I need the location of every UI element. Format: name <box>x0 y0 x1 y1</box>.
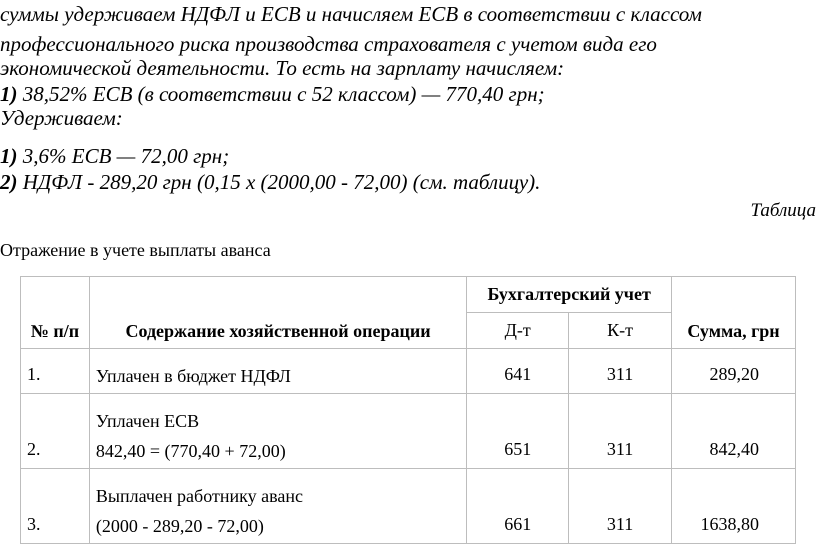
withhold-item-2 <box>0 170 540 194</box>
header-content: Содержание хозяйственной операции <box>89 277 466 349</box>
text-withhold-heading: Удерживаем: <box>0 106 123 130</box>
accrual-item-1 <box>0 82 545 106</box>
accrual-item-1-text: 38,52% ЕСВ (в соответствии с 52 классом) — 770,40 грн; <box>17 82 545 106</box>
text-line-3: экономической деятельности. То есть на зарплату начисляем: <box>0 56 565 80</box>
row-number: 1. <box>21 349 90 394</box>
accrual-item-1-number: 1) <box>0 82 18 106</box>
table-row <box>21 349 796 394</box>
row-number: 2. <box>21 394 90 469</box>
table-title: Отражение в учете выплаты аванса <box>0 240 271 260</box>
row-description-line: Уплачен ЕСВ <box>95 411 200 431</box>
text-line-2: профессионального риска производства страхователя с учетом вида его <box>0 32 657 56</box>
withhold-item-2-text: НДФЛ - 289,20 грн (0,15 х (2000,00 - 72,00) (см. таблицу). <box>17 170 541 194</box>
row-debit: 651 <box>467 394 569 469</box>
row-description-line: Выплачен работнику аванс <box>95 486 303 506</box>
row-description <box>89 349 466 394</box>
row-description-formula: 842,40 = (770,40 + 72,00) <box>95 441 286 461</box>
row-description <box>89 469 466 544</box>
header-number: № п/п <box>21 277 90 349</box>
table-header-row-top <box>21 277 796 313</box>
header-debit: Д-т <box>467 313 569 349</box>
row-credit: 311 <box>569 394 672 469</box>
withhold-item-1-number: 1) <box>0 144 18 168</box>
row-credit: 311 <box>569 349 672 394</box>
row-debit: 661 <box>467 469 569 544</box>
row-debit: 641 <box>467 349 569 394</box>
row-sum: 289,20 <box>672 349 796 394</box>
header-sum: Сумма, грн <box>672 277 796 349</box>
row-credit: 311 <box>569 469 672 544</box>
header-credit: К-т <box>569 313 672 349</box>
row-description-line: Уплачен в бюджет НДФЛ <box>95 366 291 386</box>
row-sum: 842,40 <box>672 394 796 469</box>
withhold-item-1-text: 3,6% ЕСВ — 72,00 грн; <box>17 144 230 168</box>
table-row <box>21 394 796 469</box>
withhold-item-2-number: 2) <box>0 170 18 194</box>
withhold-item-1 <box>0 144 229 168</box>
table-row <box>21 469 796 544</box>
row-number: 3. <box>21 469 90 544</box>
text-line-1: суммы удерживаем НДФЛ и ЕСВ и начисляем ЕСВ в соответствии с классом <box>0 2 702 26</box>
header-accounting: Бухгалтерский учет <box>467 277 672 313</box>
table-caption: Таблица <box>750 200 816 221</box>
row-description <box>89 394 466 469</box>
accounting-table <box>20 276 796 544</box>
row-sum: 1638,80 <box>672 469 796 544</box>
row-description-formula: (2000 - 289,20 - 72,00) <box>95 516 264 536</box>
